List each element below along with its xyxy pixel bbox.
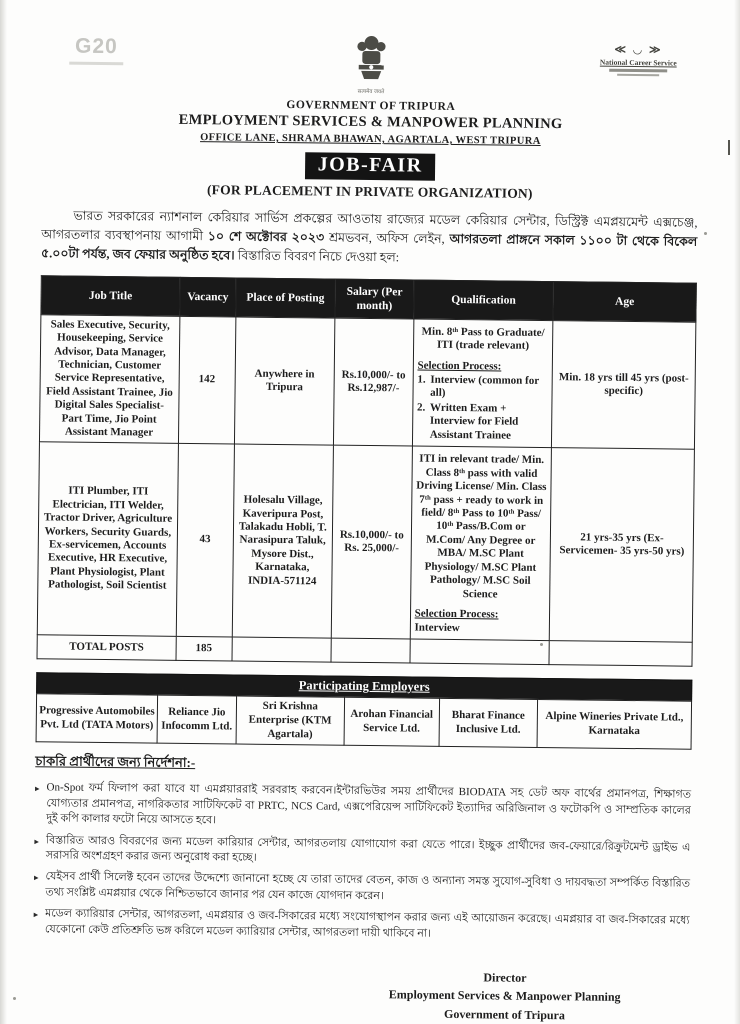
signature-designation: Director [483,970,527,985]
instruction-item [34,833,690,871]
instruction-item [35,781,691,835]
scan-speck [540,643,543,646]
instruction-text: On-Spot ফর্ম ফিলাপ করা যাবে যা এমপ্লয়াররাই সরবরাহ করবেন।ইন্টারভিউর সময় প্রার্থীদের BIODATA সহ ডেট অফ বার্থের প্রমানপত্র, শিক্ষাগত যোগ্যতার প্রমানপত্র, নাগরিকতার সাটিফিকেট বা PRTC, NCS Card, এক্সপেরিয়েন্স সাটিফিকেট ইত্যাদির অরিজিনাল ও ফটোকপি ও সাম্প্রতিক কালের দুই কপি কালার ফটো নিয়ে আসতে হবে। [46,781,692,827]
ncs-wings-icon: ≪ ◡ ≫ [614,43,663,57]
job-details-table [36,275,696,667]
participating-employers-title: Participating Employers [298,678,430,694]
total-empty-cell [410,639,550,665]
arrow-bullet-icon: ▸ [34,835,40,846]
employer-cell: Bharat Finance Inclusive Ltd. [439,698,538,747]
row2-selection-process-label: Selection Process: [414,607,499,621]
row1-qualification [412,319,553,448]
row1-salary: Rs.10,000/- to Rs.12,987/- [334,318,414,447]
arrow-bullet-icon: ▸ [33,909,39,920]
total-posts-value: 185 [176,636,232,661]
instructions-heading: চাকরি প্রার্থীদের জন্য নির্দেশনা:- [35,753,196,771]
masthead [42,30,700,203]
row2-place: Holesalu Village, Kaveripura Post, Talakadu Hobli, T. Narasipura Taluk, Mysore Dist., Karnataka, INDIA-571124 [232,444,334,637]
intro-part-1: ভারত সরকারের ন্যাশনাল কেরিয়ার সার্ভিস প্রকল্পের আওতায় রাজ্যের মডেল কেরিয়ার সেন্টার, ডিস্ট্রিক্ট এমপ্লয়মেন্ট এক্সচেঞ্জ, আগরতলার ব্যবস্থাপনায় আগামী [41,208,698,243]
total-empty-cell [331,638,410,663]
ncs-logo-title: National Career Service [599,57,677,68]
col-header-qualification: Qualification [414,280,554,321]
row1-selection-item: Interview (common for all) [430,373,539,400]
signature-government: Government of Tripura [443,1006,566,1023]
row1-selection-process-label: Selection Process: [417,359,502,373]
row1-qualification-text: Min. 8ᵗʰ Pass to Graduate/ ITI (trade relevant) [421,325,545,353]
job-fair-subtitle: (FOR PLACEMENT IN PRIVATE ORGANIZATION) [206,182,533,201]
participating-employers-table [36,693,693,750]
signature-department: Employment Services & Manpower Planning [388,987,621,1005]
total-empty-cell [232,637,332,663]
row2-qualification [410,446,552,640]
col-header-vacancy: Vacancy [180,277,236,317]
intro-part-5: বিস্তারিত বিবরণ নিচে দেওয়া হল: [234,247,400,264]
row2-qualification-text: ITI in relevant trade/ Min. Class 8ᵗʰ pass with valid Driving License/ Min. Class 7ᵗʰ pass + ready to work in field/ 8ᵗʰ Pass to 10ᵗʰ Pass/ 10ᵗʰ Pass/B.Com or M.Com/ Any Degree or MBA/ M.SC Plant Physiology/ M.SC Plant Pathology/ M.SC Soil Science [416,453,547,600]
government-line: GOVERNMENT OF TRIPURA [286,99,456,113]
row1-place: Anywhere in Tripura [234,317,335,446]
col-header-job-title: Job Title [41,276,180,317]
instruction-text: বিস্তারিত আরও বিবরণের জন্য মডেল কারিয়ার সেন্টার, আগরতলায় যোগাযোগ করা যেতে পারে। ইচ্ছুক প্রার্থীদের জব-ফেয়ারে/রিক্রুটমেন্ট ড্রাইভ এ সরাসরি অংশগ্রহণ করার জন্য অনুরোধ করা হচ্ছে। [45,833,691,864]
row1-vacancy: 142 [178,316,235,444]
instruction-item [34,870,690,908]
arrow-bullet-icon: ▸ [34,783,40,794]
instruction-item [33,906,689,944]
row2-age: 21 yrs-35 yrs (Ex-Servicemen- 35 yrs-50 yrs) [549,448,694,642]
total-posts-label: TOTAL POSTS [37,634,176,660]
row2-salary: Rs.10,000/- to Rs. 25,000/- [331,446,412,639]
g20-logo [51,34,141,65]
emblem-caption: सत्यमेव जयते [357,88,385,96]
row1-selection-item: Written Exam + Interview for Field Assistant Trainee [429,401,519,442]
employer-cell: Sri Krishna Enterprise (KTM Agartala) [236,696,345,745]
scan-artifact [728,140,730,155]
intro-part-3: শ্রমভবন, অফিস লেইন, [324,230,450,246]
national-career-service-logo [583,44,693,76]
employer-cell: Reliance Jio Infocomm Ltd. [157,695,236,744]
employer-cell: Arohan Financial Service Ltd. [344,697,440,746]
job-fair-title: JOB-FAIR [304,152,435,180]
signature-block [334,967,675,1024]
office-address-line: OFFICE LANE, SHRAMA BHAWAN, AGARTALA, WEST TRIPURA [200,132,541,147]
employer-cell: Alpine Wineries Private Ltd., Karnataka [537,700,691,750]
col-header-place: Place of Posting [235,278,335,318]
ncs-logo-subtext-blur2 [617,73,659,76]
scan-speck [704,232,707,235]
intro-date-bold: ১০ শে অক্টোবর ২০২৩ [207,228,325,245]
intro-time-bold: আগরতলা প্রাঙ্গনে সকাল ১১০০ টা থেকে বিকেল ৫.০০টা পর্যন্ত, জব ফেয়ার অনুষ্ঠিত হবে। [41,231,698,262]
g20-logo-subtext-blur [69,62,123,66]
instruction-text: মডেল ক্যারিয়ার সেন্টার, আগরতলা, এমপ্লয়ার ও জব-সিকারের মধ্যে সংযোগস্থাপন করার জন্য এই আয়োজন করেছে। এমপ্লয়ার বা জব-সিকারের মধ্যে যেকোনো কেউ প্রতিশ্রুতি ভঙ্গ করিলে মডেল ক্যারিয়ার সেন্টার, আগরতলা দায়ী থাকিবে না। [44,907,690,940]
employers-row [36,694,692,750]
g20-logo-text: G20 [74,34,118,59]
total-empty-cell [549,640,692,666]
row1-job-title: Sales Executive, Security, Housekeeping, Service Advisor, Data Manager, Technician, Customer Service Representative, Field Assistant Trainee, Jio Digital Sales Specialist-Part Time, Jio Point Assistant Manager [39,315,179,444]
employer-cell: Progressive Automobiles Pvt. Ltd (TATA Motors) [36,694,158,744]
row2-selection-text: Interview [414,621,460,635]
department-line: EMPLOYMENT SERVICES & MANPOWER PLANNING [178,111,563,133]
row1-age: Min. 18 yrs till 45 yrs (post-specific) [552,320,696,449]
instructions-section [33,753,691,945]
arrow-bullet-icon: ▸ [33,872,39,883]
row2-vacancy: 43 [176,444,234,637]
ncs-logo-subtext-blur [609,69,667,72]
col-header-salary: Salary (Per month) [335,279,414,319]
india-state-emblem-icon [350,34,393,96]
row2-job-title: ITI Plumber, ITI Electrician, ITI Welder, Tractor Driver, Agriculture Workers, Security Guards, Ex-servicemen, Accounts Executive, HR Executive, Plant Physiologist, Plant Pathologist, Soil Scientist [37,442,178,636]
intro-paragraph [41,206,698,270]
scan-speck [13,997,16,1000]
col-header-age: Age [553,281,696,322]
table-row-2 [37,442,694,642]
table-row-1 [39,315,695,450]
instruction-text: যেইসব প্রার্থী সিলেক্ট হবেন তাদের উদ্দেশ্যে জানানো হচ্ছে যে তারা তাদের বেতন, কাজ ও অন্যান্য সমস্ত সুযোগ-সুবিধা ও দায়বদ্ধতা সম্পর্কিত বিস্তারিত তথ্য সংশ্লিষ্ট এমপ্লয়ার থেকে নিশ্চিতভাবে জানার পর যেন কাজে যোগদান করেন। [45,870,691,902]
row1-selection-list [417,374,548,444]
